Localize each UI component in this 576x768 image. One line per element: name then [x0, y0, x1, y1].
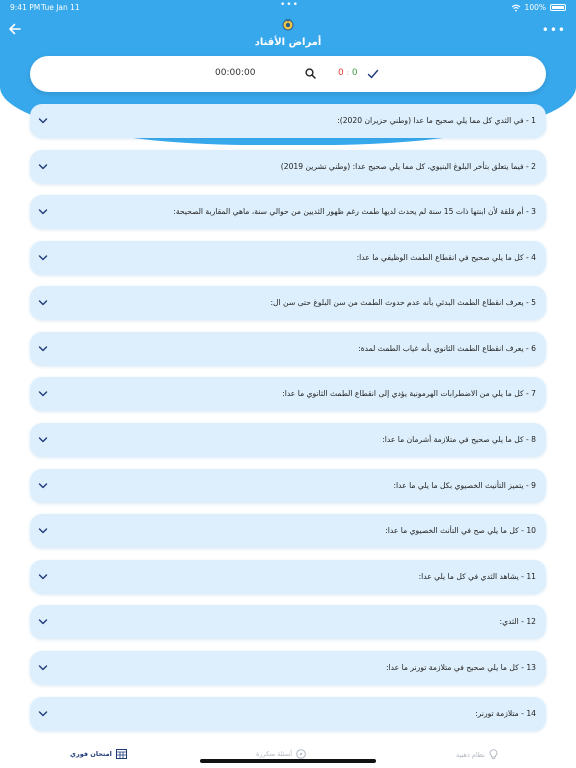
question-row[interactable]	[30, 150, 546, 184]
bottom-tab-bar	[0, 740, 576, 768]
question-text: 1 - في الثدي كل مما يلي صحيح ما عدا (وطني حزيران 2020):	[337, 116, 536, 125]
wifi-icon	[511, 4, 521, 12]
chevron-down-icon	[38, 163, 48, 171]
question-row[interactable]	[30, 423, 546, 457]
score-counter	[338, 68, 358, 78]
question-text: 2 - فيما يتعلق بتأخر البلوغ البنيوي، كل مما يلي صحيح عدا: (وطني تشرين 2019)	[280, 162, 536, 171]
question-text: 5 - يعرف انقطاع الطمث البدئي بأنه عدم حدوث الطمث من سن البلوغ حتى سن ال:	[270, 298, 536, 307]
chevron-down-icon	[38, 390, 48, 398]
compass-icon	[296, 749, 306, 759]
tab-instant-exam[interactable]	[70, 749, 127, 759]
chevron-down-icon	[38, 527, 48, 535]
question-row[interactable]	[30, 697, 546, 731]
question-text: 14 - متلازمة تورنر:	[475, 709, 536, 718]
checkmark-icon[interactable]	[367, 68, 379, 80]
question-row[interactable]	[30, 241, 546, 275]
home-indicator	[200, 759, 376, 763]
question-row[interactable]	[30, 195, 546, 229]
score-separator: :	[346, 69, 349, 77]
question-row[interactable]	[30, 651, 546, 685]
lightbulb-icon	[489, 749, 498, 760]
question-text: 7 - كل ما يلي من الاضطرابات الهرمونية يؤدي إلى انقطاع الطمث الثانوي ما عدا:	[282, 389, 536, 398]
question-text: 6 - يعرف انقطاع الطمث الثانوي بأنه غياب الطمث لمدة:	[358, 344, 536, 353]
question-text: 9 - يتميز التأنيث الخصيوي بكل ما يلي ما عدا:	[393, 481, 536, 490]
chevron-down-icon	[38, 436, 48, 444]
quiz-status-bar	[30, 56, 546, 92]
chevron-down-icon	[38, 254, 48, 262]
chevron-down-icon	[38, 117, 48, 125]
question-row[interactable]	[30, 605, 546, 639]
chevron-down-icon	[38, 345, 48, 353]
question-row[interactable]	[30, 286, 546, 320]
tab-label: أسئلة متكررة	[256, 750, 293, 758]
calendar-grid-icon	[116, 749, 127, 759]
status-time: 9:41 PM	[10, 3, 41, 12]
chevron-down-icon	[38, 664, 48, 672]
chevron-down-icon	[38, 208, 48, 216]
question-text: 12 - الثدي:	[499, 617, 536, 626]
question-row[interactable]	[30, 514, 546, 548]
more-options-icon[interactable]: •••	[541, 23, 566, 37]
app-logo-icon	[281, 17, 295, 31]
tab-golden-system[interactable]	[456, 749, 498, 760]
header-title-area	[0, 16, 576, 48]
question-text: 11 - يشاهد الثدي في كل ما يلي عدا:	[418, 572, 536, 581]
status-date: Tue Jan 11	[41, 3, 80, 12]
multitask-dots-icon[interactable]: •••	[280, 0, 299, 10]
quiz-timer: 00:00:00	[215, 68, 256, 78]
question-text: 8 - كل ما يلي صحيح في متلازمة أشرمان ما عدا:	[382, 435, 536, 444]
question-row[interactable]	[30, 332, 546, 366]
tab-frequent-questions[interactable]	[256, 749, 306, 759]
wrong-count: 0	[338, 68, 344, 78]
chevron-down-icon	[38, 299, 48, 307]
status-bar	[0, 0, 576, 14]
tab-label: نظام ذهبية	[456, 750, 485, 759]
page-title: أمراض الأقناد	[254, 37, 322, 48]
question-text: 4 - كل ما يلي صحيح في انقطاع الطمث الوظيفي ما عدا:	[356, 253, 536, 262]
question-row[interactable]	[30, 377, 546, 411]
question-row[interactable]	[30, 104, 546, 138]
question-text: 10 - كل ما يلي صح في التأنث الخصيوي ما عدا:	[385, 526, 536, 535]
right-count: 0	[351, 68, 358, 78]
chevron-down-icon	[38, 482, 48, 490]
tab-label: امتحان فوري	[70, 750, 112, 758]
chevron-down-icon	[38, 710, 48, 718]
question-text: 13 - كل ما يلي صحيح في متلازمة تورنر ما عدا:	[385, 663, 536, 672]
chevron-down-icon	[38, 573, 48, 581]
battery-percent: 100%	[524, 3, 546, 12]
battery-icon	[550, 4, 566, 11]
question-text: 3 - أم قلقة لأن ابنتها ذات 15 سنة لم يحدث لديها طمث رغم ظهور الثديين من حوالي سنة، ماهي المقاربة الصحيحة:	[173, 207, 536, 216]
question-row[interactable]	[30, 469, 546, 503]
search-icon[interactable]	[305, 68, 316, 79]
chevron-down-icon	[38, 618, 48, 626]
status-right	[511, 3, 566, 12]
question-row[interactable]	[30, 560, 546, 594]
